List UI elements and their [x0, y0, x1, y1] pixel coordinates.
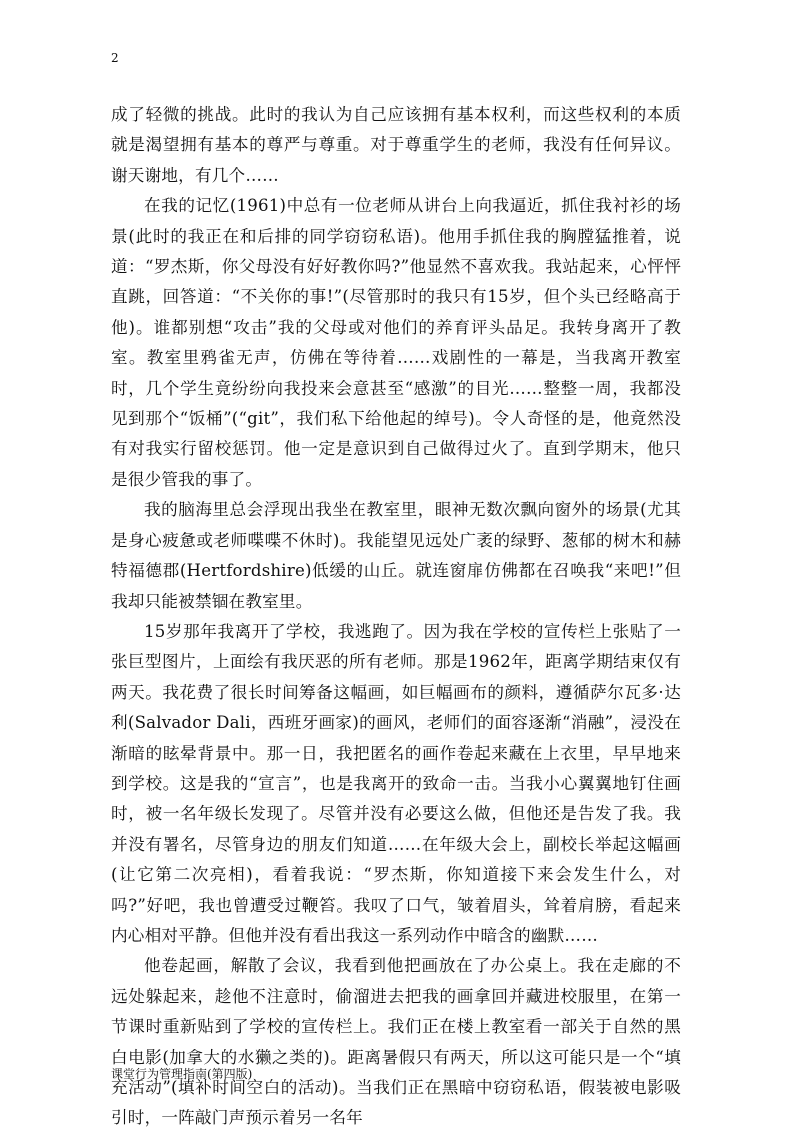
paragraph-continuation: 成了轻微的挑战。此时的我认为自己应该拥有基本权利，而这些权利的本质就是渴望拥有基本的尊严与尊重。对于尊重学生的老师，我没有任何异议。谢天谢地，有几个……: [111, 105, 681, 185]
paragraph-window-daydream: 我的脑海里总会浮现出我坐在教室里，眼神无数次飘向窗外的场景(尤其是身心疲惫或老师喋喋不休时)。我能望见远处广袤的绿野、葱郁的树木和赫特福德郡(Hertfordshire)低缓的山丘。就连窗扉仿佛都在召唤我“来吧!”但我却只能被禁锢在教室里。: [111, 500, 681, 611]
paragraph-teacher-memory: 在我的记忆(1961)中总有一位老师从讲台上向我逼近，抓住我衬衫的场景(此时的我正在和后排的同学窃窃私语)。他用手抓住我的胸膛猛推着，说道：“罗杰斯，你父母没有好好教你吗?”他显然不喜欢我。我站起来，心怦怦直跳，回答道：“不关你的事!”(尽管那时的我只有15岁，但个头已经略高于他)。谁都别想“攻击”我的父母或对他们的养育评头品足。我转身离开了教室。教室里鸦雀无声，仿佛在等待着……戏剧性的一幕是，当我离开教室时，几个学生竟纷纷向我投来会意甚至“感激”的目光……整整一周，我都没见到那个“饭桶”(“git”，我们私下给他起的绰号)。令人奇怪的是，他竟然没有对我实行留校惩罚。他一定是意识到自己做得过火了。直到学期末，他只是很少管我的事了。: [111, 196, 681, 489]
body-text: [111, 100, 681, 1134]
paragraph-poster-story: 15岁那年我离开了学校，我逃跑了。因为我在学校的宣传栏上张贴了一张巨型图片，上面绘有我厌恶的所有老师。那是1962年，距离学期结束仅有两天。我花费了很长时间筹备这幅画，如巨幅画布的颜料，遵循萨尔瓦多·达利(Salvador Dali，西班牙画家)的画风，老师们的面容逐渐“消融”，浸没在渐暗的眩晕背景中。那一日，我把匿名的画作卷起来藏在上衣里，早早地来到学校。这是我的“宣言”，也是我离开的致命一击。当我小心翼翼地钉住画时，被一名年级长发现了。尽管并没有必要这么做，但他还是告发了我。我并没有署名，尽管身边的朋友们知道……在年级大会上，副校长举起这幅画(让它第二次亮相)，看着我说：“罗杰斯，你知道接下来会发生什么，对吗?”好吧，我也曾遭受过鞭笞。我叹了口气，皱着眉头，耸着肩膀，看起来内心相对平静。但他并没有看出我这一系列动作中暗含的幽默……: [111, 621, 681, 945]
paragraph-poster-retrieval: 他卷起画，解散了会议，我看到他把画放在了办公桌上。我在走廊的不远处躲起来，趁他不注意时，偷溜进去把我的画拿回并藏进校服里，在第一节课时重新贴到了学校的宣传栏上。我们正在楼上教室看一部关于自然的黑白电影(加拿大的水獭之类的)。距离暑假只有两天，所以这可能只是一个“填充活动”(填补时间空白的活动)。当我们正在黑暗中窃窃私语，假装被电影吸引时，一阵敲门声预示着另一名年: [111, 956, 681, 1128]
page-footer: 课堂行为管理指南(第四版): [111, 1067, 253, 1081]
page-number: 2: [111, 51, 119, 65]
